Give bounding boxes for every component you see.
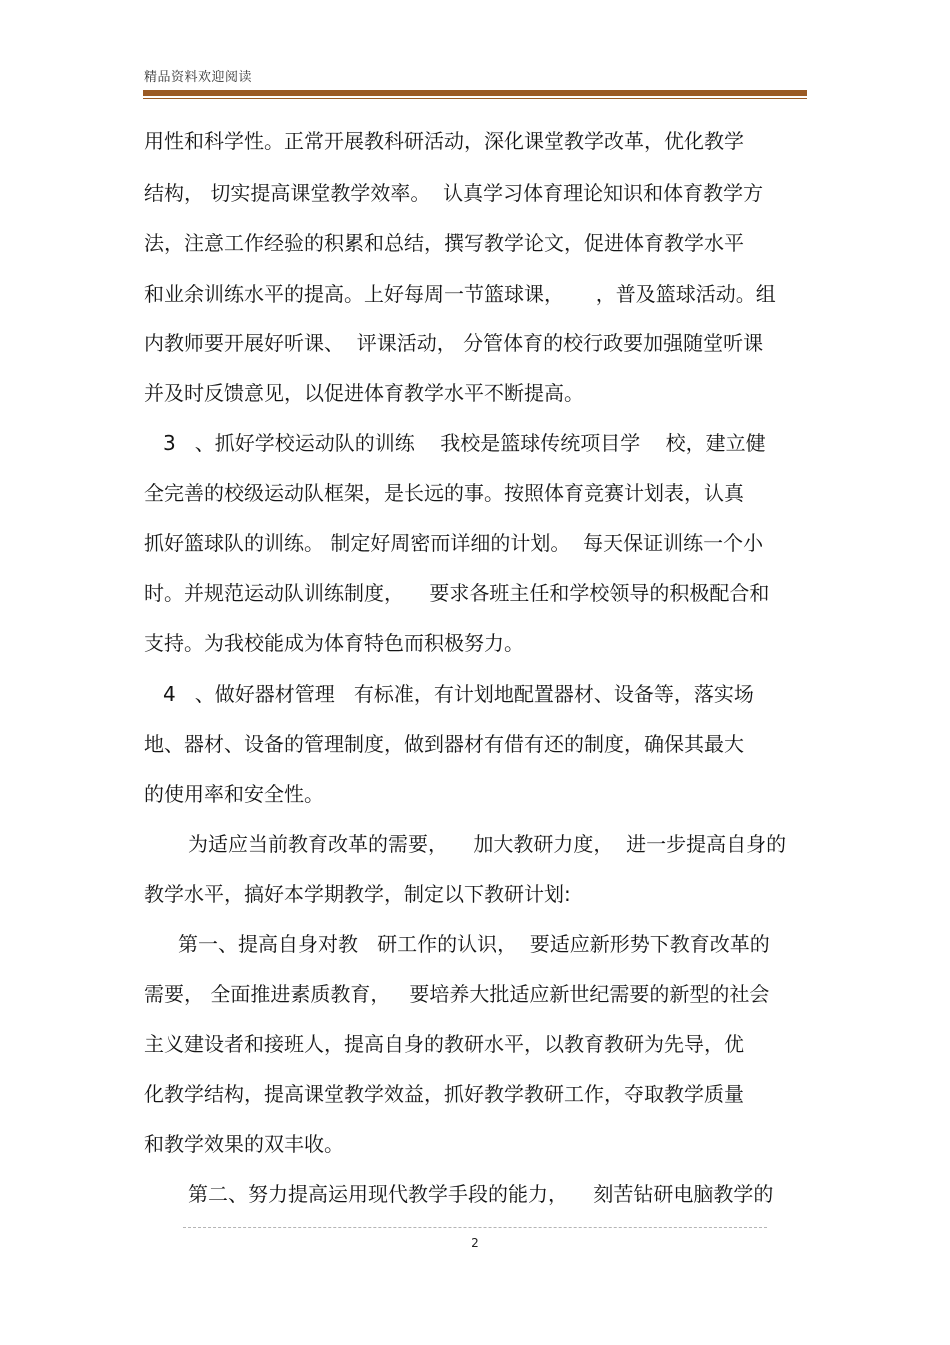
page-number: 2 [471,1236,479,1250]
body-line: 第二、努力提高运用现代教学手段的能力， 刻苦钻研电脑教学的 [188,1182,774,1206]
body-line: 和教学效果的双丰收。 [144,1132,344,1156]
header-rule-thin [143,98,807,99]
body-line: 抓好篮球队的训练。 制定好周密而详细的计划。 每天保证训练一个小 [144,531,764,555]
body-line: 用性和科学性。正常开展教科研活动，深化课堂教学改革，优化教学 [144,129,744,153]
body-line: 主义建设者和接班人，提高自身的教研水平，以教育教研为先导，优 [144,1032,744,1056]
body-line: 的使用率和安全性。 [144,782,324,806]
body-line: 支持。为我校能成为体育特色而积极努力。 [144,631,524,655]
header-title: 精品资料欢迎阅读 [144,70,253,85]
body-line: 教学水平，搞好本学期教学，制定以下教研计划: [144,882,571,906]
body-line: 和业余训练水平的提高。上好每周一节篮球课， ，普及篮球活动。组 [144,282,776,306]
body-line: 并及时反馈意见，以促进体育教学水平不断提高。 [144,381,584,405]
body-line: 为适应当前教育改革的需要， 加大教研力度， 进一步提高自身的 [188,832,787,856]
body-line: 法，注意工作经验的积累和总结，撰写教学论文，促进体育教学水平 [144,231,744,255]
body-line: 地、器材、设备的管理制度，做到器材有借有还的制度，确保其最大 [144,732,744,756]
section-heading-line: 4 、做好器材管理 有标准，有计划地配置器材、设备等，落实场 [163,682,754,706]
body-line: 全完善的校级运动队框架，是长远的事。按照体育竞赛计划表，认真 [144,481,744,505]
body-line: 第一、提高自身对教 研工作的认识， 要适应新形势下教育改革的 [178,932,770,956]
section-heading-line: 3 、抓好学校运动队的训练 我校是篮球传统项目学 校，建立健 [163,431,766,455]
body-line: 化教学结构，提高课堂教学效益，抓好教学教研工作，夺取教学质量 [144,1082,744,1106]
body-line: 内教师要开展好听课、 评课活动， 分管体育的校行政要加强随堂听课 [144,331,764,355]
header-rule-thick [143,90,807,96]
footer-rule [183,1227,767,1228]
body-line: 时。并规范运动队训练制度， 要求各班主任和学校领导的积极配合和 [144,581,770,605]
body-line: 需要， 全面推进素质教育， 要培养大批适应新世纪需要的新型的社会 [144,982,770,1006]
body-line: 结构， 切实提高课堂教学效率。 认真学习体育理论知识和体育教学方 [144,181,764,205]
